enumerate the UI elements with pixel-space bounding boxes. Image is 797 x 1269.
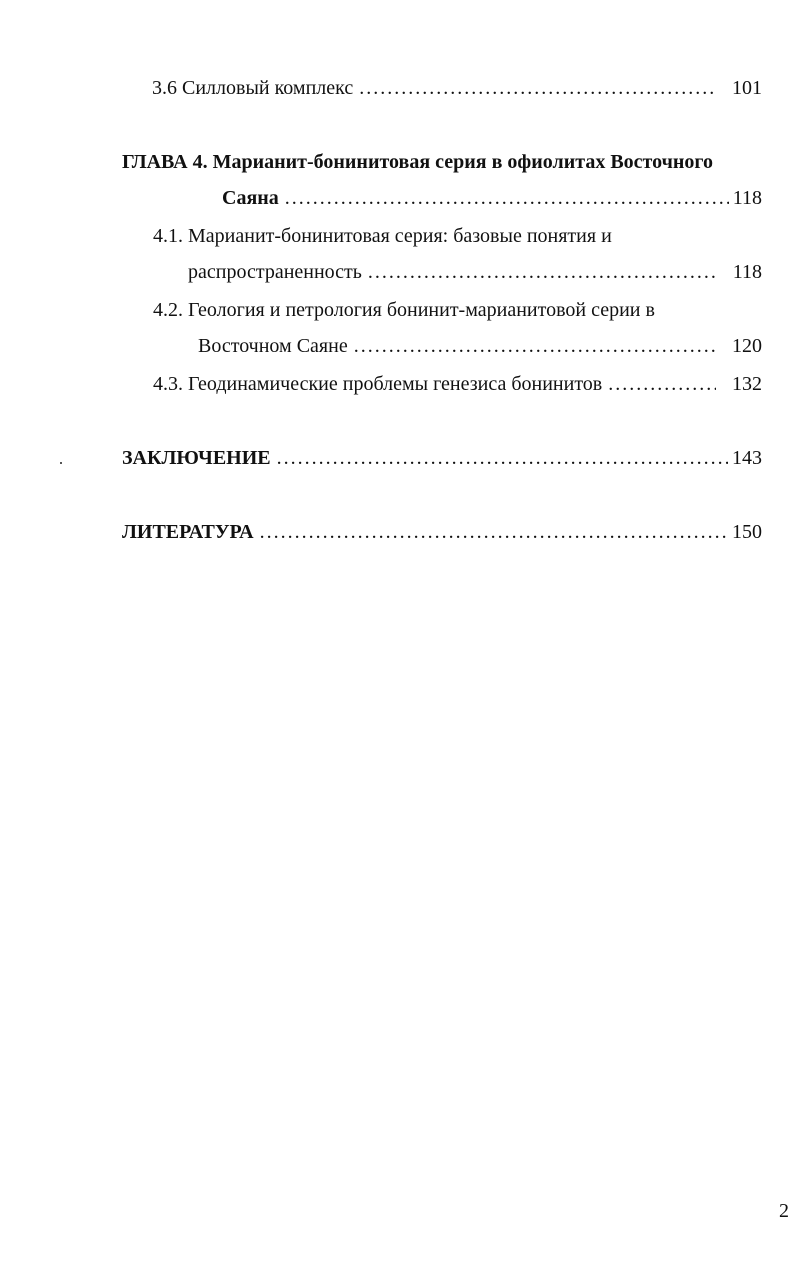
toc-entry-conclusion[interactable] xyxy=(122,446,762,470)
toc-entry-page: 120 xyxy=(732,335,762,357)
dot-leader xyxy=(260,520,728,544)
page-number: 2 xyxy=(779,1200,789,1222)
toc-entry-4-2-title-line1[interactable]: 4.2. Геология и петрология бонинит-марианитовой серии в xyxy=(153,299,655,321)
toc-entry-literature[interactable] xyxy=(122,520,762,544)
toc-entry-page: 118 xyxy=(732,261,762,283)
toc-entry-page: 132 xyxy=(732,373,762,395)
toc-entry-4-2[interactable] xyxy=(198,334,762,358)
toc-entry-page: 101 xyxy=(732,77,762,99)
toc-entry-page: 150 xyxy=(732,521,762,543)
toc-entry-3-6[interactable] xyxy=(152,76,762,100)
toc-chapter-4[interactable] xyxy=(222,186,762,210)
toc-entry-page: 143 xyxy=(732,447,762,469)
scan-artifact xyxy=(60,462,62,464)
dot-leader xyxy=(354,334,716,358)
toc-entry-page: 118 xyxy=(732,187,762,209)
toc-entry-title: 4.3. Геодинамические проблемы генезиса бонинитов xyxy=(153,373,603,395)
dot-leader xyxy=(359,76,716,100)
toc-chapter-4-title-line1[interactable]: ГЛАВА 4. Марианит-бонинитовая серия в офиолитах Восточного xyxy=(122,151,713,173)
dot-leader xyxy=(608,372,716,396)
toc-entry-4-3[interactable] xyxy=(153,372,762,396)
toc-entry-title: 3.6 Силловый комплекс xyxy=(152,77,354,99)
toc-entry-title: ЗАКЛЮЧЕНИЕ xyxy=(122,447,271,469)
toc-entry-4-1[interactable] xyxy=(188,260,762,284)
dot-leader xyxy=(285,186,729,210)
toc-entry-4-1-title-line1[interactable]: 4.1. Марианит-бонинитовая серия: базовые понятия и xyxy=(153,225,612,247)
toc-entry-title: Восточном Саяне xyxy=(198,335,348,357)
toc-entry-title: Саяна xyxy=(222,187,279,209)
dot-leader xyxy=(368,260,717,284)
dot-leader xyxy=(277,446,728,470)
toc-entry-title: ЛИТЕРАТУРА xyxy=(122,521,254,543)
toc-entry-title: распространенность xyxy=(188,261,362,283)
